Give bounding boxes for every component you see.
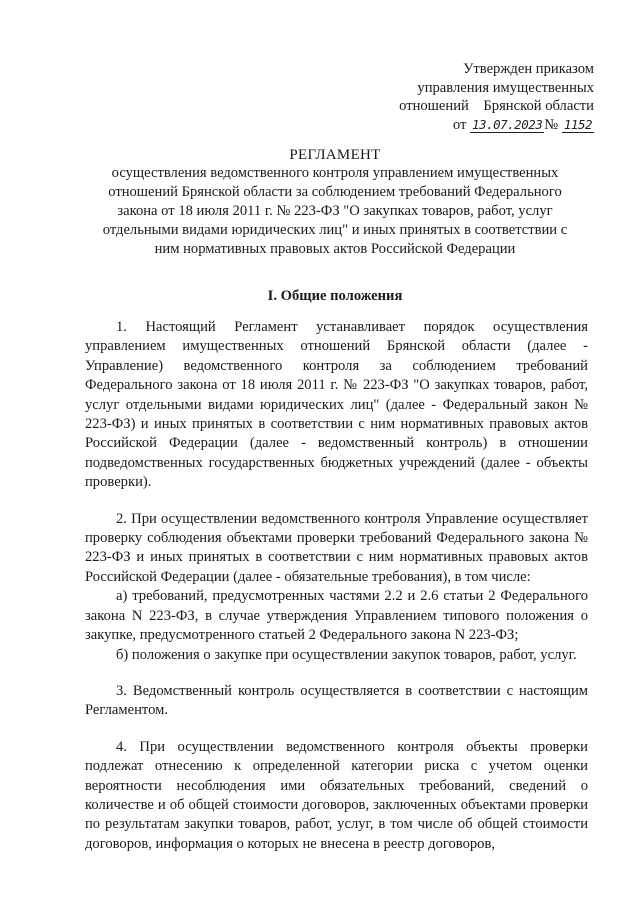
approval-order-number-line <box>380 116 594 135</box>
section-heading: I. Общие положения <box>267 288 403 304</box>
paragraph-2a: а) требований, предусмотренных частями 2.2 и 2.6 статьи 2 Федерального закона N 223-ФЗ, в случае утверждения Управлением типового положения о закупке, предусмотренного статьей 2 Федерального закона N 223-ФЗ; <box>85 588 588 644</box>
document-title: РЕГЛАМЕНТ <box>289 147 381 163</box>
approval-date-handwritten: 13.07.2023 <box>472 116 543 132</box>
approval-stamp-block <box>380 60 594 134</box>
paragraph-2b: б) положения о закупке при осуществлении закупок товаров, работ, услуг. <box>116 646 577 663</box>
approval-line-2: управления имущественных <box>417 79 594 96</box>
approval-number-label: № <box>544 116 559 133</box>
approval-line-1: Утвержден приказом <box>463 61 594 77</box>
approval-number-handwritten: 1152 <box>563 116 592 132</box>
document-body <box>85 318 588 871</box>
paragraph-1: 1. Настоящий Регламент устанавливает порядок осуществления управлением имущественных отношений Брянской области (далее - Управление) ведомственного контроля за соблюдением требований Федерального закона от 18 июля 2011 г. № 223-ФЗ "О закупках товаров, работ, услуг отдельными видами юридических лиц" (далее - Федеральный закон № 223-ФЗ) и иных принятых в соответствии с ним нормативных правовых актов Российской Федерации (далее - ведомственный контроль) в отношении подведомственных государственных бюджетных учреждений (далее - объекты проверки). <box>85 319 588 491</box>
approval-from-label: от <box>452 116 467 133</box>
paragraph-3: 3. Ведомственный контроль осуществляется в соответствии с настоящим Регламентом. <box>85 682 588 719</box>
document-subtitle: осуществления ведомственного контроля управлением имущественных отношений Брянской области за соблюдением требований Федерального закона от 18 июля 2011 г. № 223-ФЗ "О закупках товаров, работ, услуг отдельными видами юридических лиц" и иных принятых в соответствии с ним нормативных правовых актов Российской Федерации <box>102 165 568 257</box>
paragraph-4: 4. При осуществлении ведомственного контроля объекты проверки подлежат отнесению к определенной категории риска с учетом оценки вероятности несоблюдения ими обязательных требований, сведений о количестве и об общей стоимости договоров, заключенных объектами проверки по результатам закупки товаров, работ, услуг, в том числе об общей стоимости договоров, информация о которых не внесена в реестр договоров, <box>85 738 588 852</box>
approval-line-3: отношений Брянской области <box>399 98 594 114</box>
paragraph-2: 2. При осуществлении ведомственного контроля Управление осуществляет проверку соблюдения объектами проверки требований Федерального закона № 223-ФЗ и иных принятых в соответствии с ним нормативных правовых актов Российской Федерации (далее - обязательные требования), в том числе: <box>85 510 588 585</box>
